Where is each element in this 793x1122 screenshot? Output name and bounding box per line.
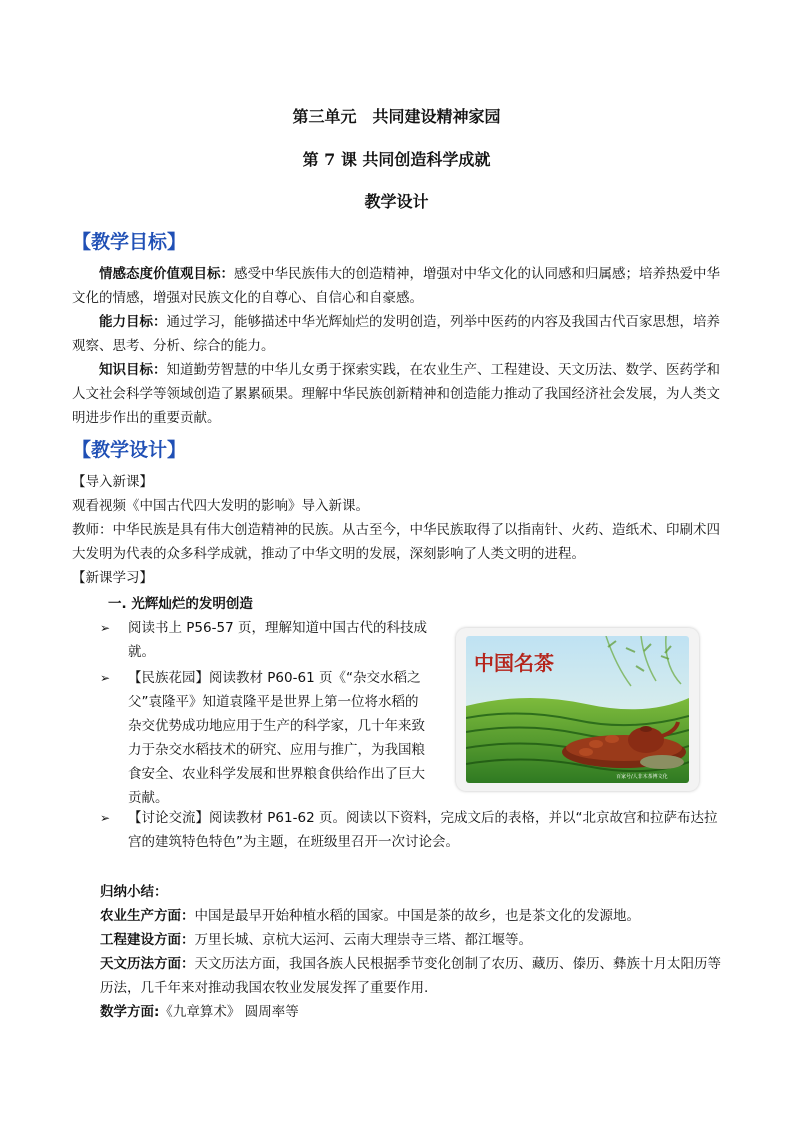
knowledge-goal — [72, 358, 722, 430]
unit-title: 第三单元 共同建设精神家园 — [292, 107, 501, 126]
astro-summary — [100, 952, 724, 1000]
emotion-goal-label: 情感态度价值观目标： — [99, 266, 234, 282]
eng-summary — [100, 928, 532, 952]
agri-label: 农业生产方面： — [100, 908, 195, 924]
agri-summary — [100, 904, 640, 928]
bullet-text: 【民族花园】阅读教材 P60-61 页《“杂交水稻之父”袁隆平》知道袁隆平是世界上第一位将水稻的杂交优势成功地应用于生产的科学家，几十年来致力于杂交水稻技术的研究、应用与推广，为我国粮食安全、农业科学发展和世界粮食供给作出了巨大贡献。 — [128, 670, 425, 806]
new-lesson-tag: 【新课学习】 — [72, 570, 153, 586]
bullet-text: 阅读书上 P56-57 页，理解知道中国古代的科技成就。 — [128, 620, 427, 660]
tea-field-photo — [466, 636, 689, 783]
calligraphy-line: 中国名茶 — [474, 651, 554, 675]
astro-label: 天文历法方面： — [100, 956, 195, 972]
summary-label: 归纳小结： — [100, 884, 168, 900]
tea-photo-frame — [456, 628, 699, 791]
emotion-goal-text: 感受中华民族伟大的创造精神，增强对中华文化的认同感和归属感；培养热爱中华文化的情感，增强对民族文化的自尊心、自信心和自豪感。 — [72, 266, 720, 306]
calligraphy-text — [474, 651, 554, 675]
bullet-list — [100, 616, 430, 810]
eng-label: 工程建设方面： — [100, 932, 195, 948]
bullet-arrow-icon: ➢ — [100, 811, 111, 825]
eng-text: 万里长城、京杭大运河、云南大理崇寺三塔、都江堰等。 — [194, 932, 532, 948]
photo-watermark: 百家号/人非木茶博文化 — [616, 774, 668, 780]
agri-text: 中国是最早开始种植水稻的国家。中国是茶的故乡，也是茶文化的发源地。 — [194, 908, 640, 924]
lesson-title: 第 7 课 共同创造科学成就 — [302, 150, 491, 169]
intro-line: 观看视频《中国古代四大发明的影响》导入新课。 — [72, 498, 369, 514]
knowledge-goal-label: 知识目标： — [99, 362, 167, 378]
bullet-text: 【讨论交流】阅读教材 P61-62 页。阅读以下资料，完成文后的表格，并以“北京故宫和拉萨布达拉宫的建筑特色特色”为主题，在班级里召开一次讨论会。 — [128, 810, 718, 850]
math-label: 数学方面: — [100, 1004, 160, 1020]
ability-goal-label: 能力目标： — [99, 314, 167, 330]
ability-goal — [72, 310, 722, 358]
tea-field-illustration — [466, 636, 689, 783]
design-title: 教学设计 — [364, 192, 429, 211]
ability-goal-text: 通过学习，能够描述中华光辉灿烂的发明创造，列举中医药的内容及我国古代百家思想，培养观察、思考、分析、综合的能力。 — [72, 314, 720, 354]
sub-heading: 一. 光辉灿烂的发明创造 — [108, 596, 253, 612]
intro-tag: 【导入新课】 — [72, 474, 153, 490]
design-heading: 【教学设计】 — [72, 439, 187, 461]
bullet-arrow-icon: ➢ — [100, 621, 111, 635]
teacher-text: 教师：中华民族是具有伟大创造精神的民族。从古至今，中华民族取得了以指南针、火药、造纸术、印刷术四大发明为代表的众多科学成就，推动了中华文明的发展，深刻影响了人类文明的进程。 — [72, 522, 720, 562]
bullet-arrow-icon: ➢ — [100, 671, 111, 685]
bullet-item — [100, 666, 430, 810]
astro-text: 天文历法方面，我国各族人民根据季节变化创制了农历、藏历、傣历、彝族十月太阳历等历法，几千年来对推动我国农牧业发展发挥了重要作用. — [100, 956, 721, 996]
math-summary — [100, 1000, 299, 1024]
math-text: 《九章算术》 圆周率等 — [159, 1004, 299, 1020]
bullet-item — [100, 616, 430, 664]
knowledge-goal-text: 知道勤劳智慧的中华儿女勇于探索实践，在农业生产、工程建设、天文历法、数学、医药学和人文社会科学等领域创造了累累硕果。理解中华民族创新精神和创造能力推动了我国经济社会发展，为人类文明进步作出的重要贡献。 — [72, 362, 720, 426]
emotion-goal — [72, 262, 722, 310]
goals-heading: 【教学目标】 — [72, 231, 187, 253]
bullet-item — [100, 806, 725, 854]
